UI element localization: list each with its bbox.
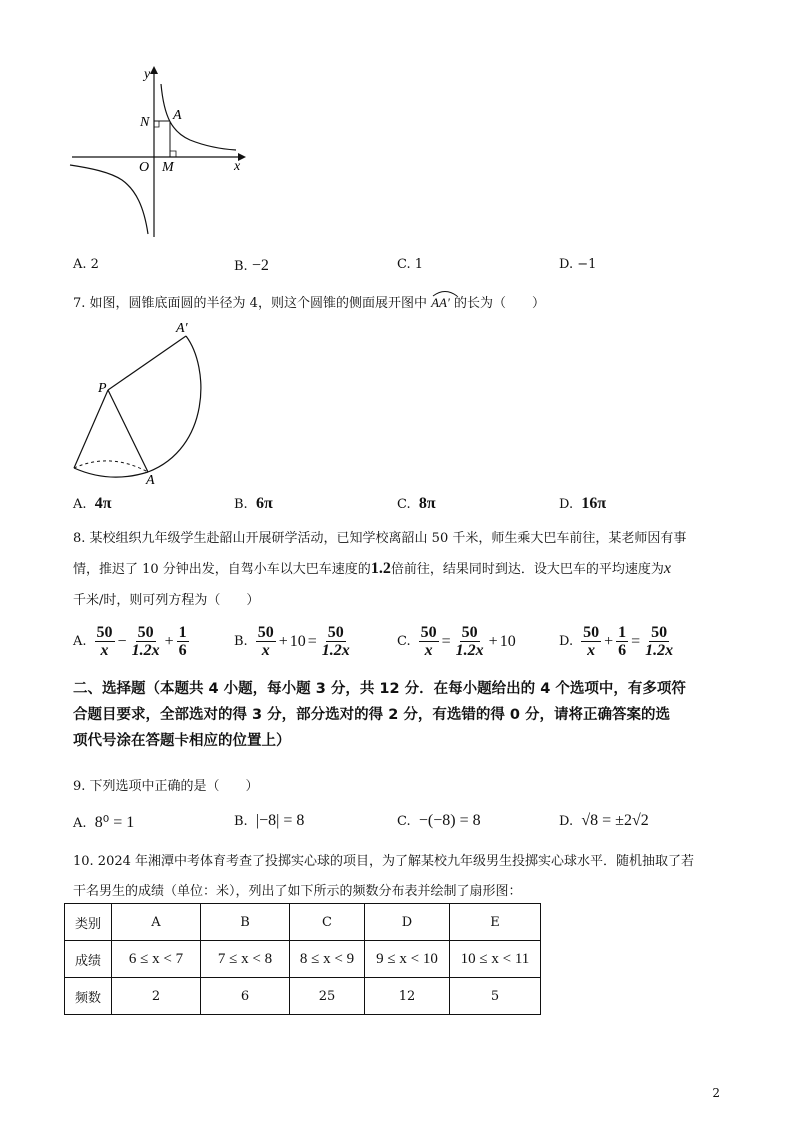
y-axis-label: y (144, 67, 151, 82)
q8-option-b-label: B. (234, 634, 248, 649)
denominator: 1.2x (321, 642, 350, 659)
q7-option-a (73, 495, 112, 513)
row-header: 成绩 (65, 941, 112, 978)
numerator: 50 (137, 624, 154, 641)
denominator: 1.2x (455, 642, 484, 659)
arc-symbol-icon (431, 289, 459, 297)
denominator: x (424, 642, 433, 659)
q7-arc-notation (431, 295, 450, 311)
q9-option-c (397, 812, 481, 830)
table-cell: 8 ≤ x < 9 (290, 941, 365, 978)
slant-left (74, 390, 108, 468)
page-number: 2 (712, 1086, 720, 1100)
constant: 10 (289, 632, 306, 650)
point-n-label: N (140, 115, 150, 130)
q9-option-d (559, 812, 649, 830)
fraction (95, 624, 115, 659)
q7-option-d-value: 16π (581, 495, 607, 512)
q6-option-d-value: −1 (577, 257, 597, 272)
operator: = (441, 632, 451, 650)
table-row (65, 941, 541, 978)
q8-option-c (397, 624, 517, 659)
section-2-line-3: 项代号涂在答题卡相应的位置上） (73, 733, 291, 749)
q7-option-b-value: 6π (255, 495, 273, 512)
fraction (643, 624, 675, 659)
operator: + (164, 632, 174, 650)
q6-option-b-label: B. (234, 259, 248, 274)
q8-speed-ratio: 1.2 (370, 560, 391, 577)
q6-option-d (559, 257, 596, 272)
constant: 10 (499, 632, 516, 650)
fraction (454, 624, 486, 659)
q7-text-after: 的长为（ ） (453, 296, 545, 311)
operator: + (278, 632, 288, 650)
q9-option-c-value: −(−8) = 8 (418, 812, 481, 829)
frequency-table (64, 903, 541, 1015)
hyperbola-branch-left (70, 165, 148, 234)
q8-option-b (234, 624, 354, 659)
q7-option-b (234, 495, 273, 513)
q7-option-c-value: 8π (418, 495, 436, 512)
origin-label: O (139, 160, 150, 175)
q9-option-c-label: C. (397, 814, 411, 829)
q9-option-d-label: D. (559, 814, 574, 829)
q8-option-a-label: A. (73, 634, 87, 649)
fraction (419, 624, 439, 659)
q7-option-a-value: 4π (94, 495, 112, 512)
numerator: 50 (420, 624, 437, 641)
base-front (74, 468, 148, 477)
denominator: 6 (178, 642, 187, 659)
q8-option-d-label: D. (559, 634, 574, 649)
q8-line-3: 千米/时，则可列方程为（ ） (73, 593, 260, 608)
point-m-label: M (162, 160, 174, 175)
q9-option-b (234, 812, 304, 830)
q7-option-c-label: C. (397, 497, 411, 512)
point-p-label: P (98, 381, 107, 396)
table-cell: E (450, 904, 541, 941)
table-cell: 2 (112, 978, 201, 1015)
q7-option-b-label: B. (234, 497, 248, 512)
q8-line-2-part-c: 倍前往，结果同时到达．设大巴车的平均速度为 (390, 562, 664, 577)
numerator: 50 (461, 624, 478, 641)
q6-hyperbola-figure (60, 62, 260, 247)
base-back (74, 461, 148, 472)
section-2-heading (73, 676, 733, 754)
q8-line-2-part-a: 情，推迟了 10 分钟出发，自驾小车以大巴车速度的 (73, 562, 371, 577)
row-header: 频数 (65, 978, 112, 1015)
q6-option-d-label: D. (559, 257, 574, 272)
table-cell: 25 (290, 978, 365, 1015)
q6-option-c: C. 1 (397, 257, 424, 272)
table-cell: 10 ≤ x < 11 (450, 941, 541, 978)
q7-arc-label: AA′ (431, 295, 450, 310)
numerator: 50 (96, 624, 113, 641)
fraction (616, 624, 628, 659)
q9-option-a-label: A. (73, 816, 87, 831)
segment-pa-prime (108, 336, 186, 390)
q9-option-a (73, 812, 134, 832)
q9-stem: 9. 下列选项中正确的是（ ） (73, 779, 259, 794)
fraction (320, 624, 352, 659)
q7-stem (73, 292, 545, 311)
denominator: 6 (618, 642, 627, 659)
q8-variable-x: x (663, 560, 671, 577)
q7-text-before: 7. 如图，圆锥底面圆的半径为 4，则这个圆锥的侧面展开图中 (73, 296, 427, 311)
y-axis-arrow (150, 66, 158, 74)
table-cell: D (365, 904, 450, 941)
table-cell: 7 ≤ x < 8 (201, 941, 290, 978)
point-a-label: A (173, 108, 182, 123)
slant-pa (108, 390, 148, 472)
table-row (65, 904, 541, 941)
table-cell: 9 ≤ x < 10 (365, 941, 450, 978)
right-angle-m (170, 151, 176, 157)
q10-line-1: 10. 2024 年湘潭中考体育考查了投掷实心球的项目，为了解某校九年级男生投掷实心球水平．随机抽取了若 (73, 854, 695, 869)
table-cell: 5 (450, 978, 541, 1015)
section-2-line-2: 合题目要求，全部选对的得 3 分，部分选对的得 2 分，有选错的得 0 分，请将正确答案的选 (73, 707, 671, 723)
numerator: 50 (257, 624, 274, 641)
point-a-label: A (146, 473, 155, 488)
q9-option-a-value: 8⁰ = 1 (94, 814, 135, 831)
denominator: x (261, 642, 270, 659)
denominator: x (587, 642, 596, 659)
q6-option-b-value: −2 (251, 257, 269, 274)
q7-option-c (397, 495, 436, 513)
q8-option-c-label: C. (397, 634, 411, 649)
operator: = (631, 632, 641, 650)
q8-line-1: 8. 某校组织九年级学生赴韶山开展研学活动，已知学校离韶山 50 千米，师生乘大巴车前往，某老师因有事 (73, 531, 687, 546)
denominator: 1.2x (645, 642, 674, 659)
operator: + (488, 632, 498, 650)
row-header: 类别 (65, 904, 112, 941)
table-cell: 12 (365, 978, 450, 1015)
table-cell: 6 (201, 978, 290, 1015)
x-axis-label: x (234, 159, 241, 174)
q6-option-b (234, 257, 269, 275)
q7-option-a-label: A. (73, 497, 87, 512)
fraction (256, 624, 276, 659)
point-a-prime-label: A′ (176, 321, 188, 336)
numerator: 50 (583, 624, 600, 641)
q8-line-2 (73, 558, 671, 578)
q9-option-b-value: |−8| = 8 (255, 812, 305, 829)
table-cell: 6 ≤ x < 7 (112, 941, 201, 978)
operator: − (117, 632, 127, 650)
q10-line-2: 干名男生的成绩（单位：米），列出了如下所示的频数分布表并绘制了扇形图： (73, 884, 522, 899)
fraction (130, 624, 162, 659)
numerator: 1 (618, 624, 627, 641)
q7-option-d (559, 495, 606, 513)
table-cell: C (290, 904, 365, 941)
table-cell: A (112, 904, 201, 941)
denominator: 1.2x (131, 642, 160, 659)
q8-option-a (73, 624, 191, 659)
operator: = (307, 632, 317, 650)
q8-option-d (559, 624, 677, 659)
fraction (581, 624, 601, 659)
numerator: 50 (327, 624, 344, 641)
q7-option-d-label: D. (559, 497, 574, 512)
q9-option-b-label: B. (234, 814, 248, 829)
right-angle-n (154, 121, 159, 127)
q7-cone-figure (60, 318, 220, 490)
section-2-line-1: 二、选择题（本题共 4 小题，每小题 3 分，共 12 分．在每小题给出的 4 个选项中，有多项符 (73, 681, 686, 697)
denominator: x (100, 642, 109, 659)
table-row (65, 978, 541, 1015)
operator: + (604, 632, 614, 650)
numerator: 1 (178, 624, 187, 641)
numerator: 50 (651, 624, 668, 641)
q9-option-d-value: √8 = ±2√2 (581, 812, 649, 829)
q6-option-a: A. 2 (73, 257, 99, 272)
fraction (177, 624, 189, 659)
table-cell: B (201, 904, 290, 941)
